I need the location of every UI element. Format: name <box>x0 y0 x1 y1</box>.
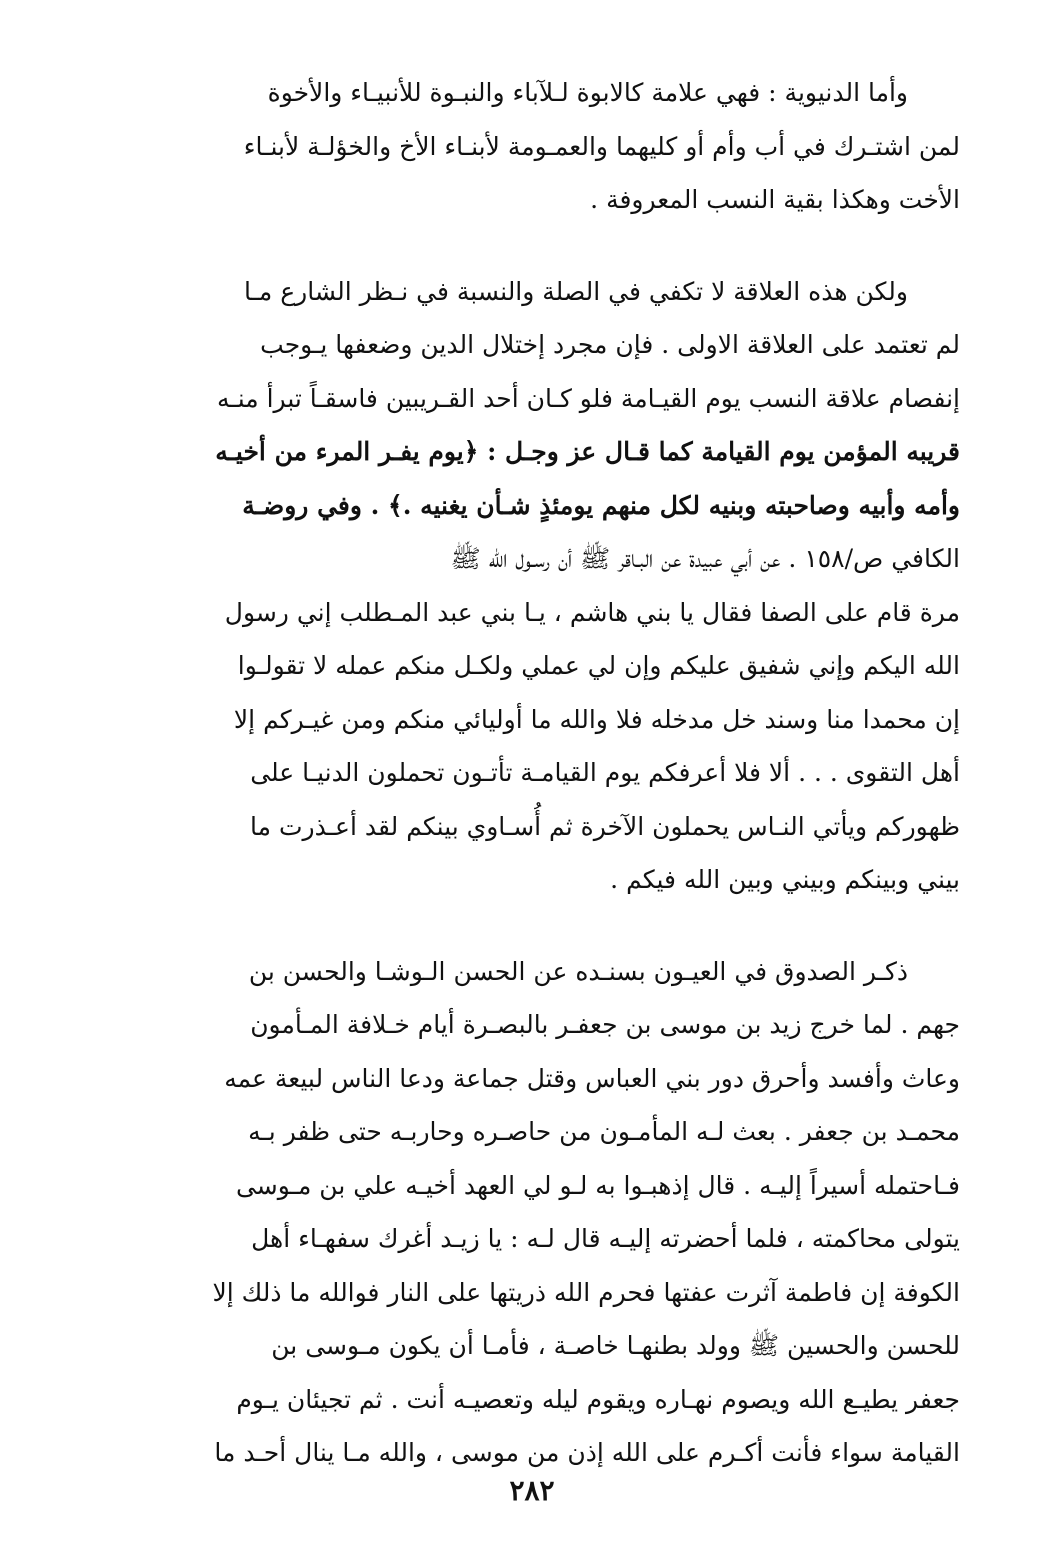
text-line: ذكـر الصدوق في العيـون بسنـده عن الحسن الـوشـا والحسن بن <box>248 956 908 986</box>
text-line: الكوفة إن فاطمة آثرت عفتها فحرم الله ذريتها على النار فوالله ما ذلك إلا <box>212 1277 960 1307</box>
paragraph-spacer <box>100 227 960 265</box>
text-line: بيني وبينكم وبيني وبين الله فيكم . <box>610 865 960 894</box>
paragraph-3 <box>100 945 960 1480</box>
text-line: للحسن والحسين ﷺ وولد بطنهـا خاصـة ، فأمـا أن يكون مـوسى بن <box>271 1331 960 1360</box>
text-line: الأخت وهكذا بقية النسب المعروفة . <box>590 185 960 214</box>
text-line: الله اليكم وإني شفيق عليكم وإن لي عملي ولكـل منكم عمله لا تقولـوا <box>237 651 960 680</box>
paragraph-spacer <box>100 907 960 945</box>
text-line: أهل التقوى . . . ألا فلا أعرفكم يوم القيامـة تأتـون تحملون الدنيـا على <box>250 758 960 787</box>
quran-verse-line: وأمه وأبيه وصاحبته وبنيه لكل منهم يومئذٍ شـأن يغنيه .﴾ . وفي روضـة <box>242 490 960 520</box>
text-line: لم تعتمد على العلاقة الاولى . فإن مجرد إختلال الدين وضعفها يـوجب <box>260 330 960 359</box>
text-line: فـاحتمله أسيراً إليـه . قال إذهبـوا به لـو لي العهد أخيـه علي بن مـوسى <box>235 1170 960 1200</box>
paragraph-1 <box>100 66 960 227</box>
text-line: وعاث وأفسد وأحرق دور بني العباس وقتل جماعة ودعا الناس لبيعة عمه <box>224 1063 960 1093</box>
text-line: وأما الدنيوية : فهي علامة كالابوة لـلآباء والنبـوة للأنبيـاء والأخوة <box>267 78 908 107</box>
text-line: إنفصام علاقة النسب يوم القيـامة فلو كـان أحد القـريبين فاسقـاً تبرأ منـه <box>216 383 960 413</box>
text-line: القيامة سواء فأنت أكـرم على الله إذن من موسى ، والله مـا ينال أحـد ما <box>214 1438 960 1467</box>
text-line: إن محمدا منا وسند خل مدخله فلا والله ما أوليائي منكم ومن غيـركم إلا <box>233 704 960 734</box>
text-line: مرة قام على الصفا فقال يا بني هاشم ، يـا بني عبد المـطلب إني رسول <box>224 597 960 627</box>
paragraph-2 <box>100 265 960 907</box>
text-line: محمـد بن جعفر . بعث لـه المأمـون من حاصـره وحاربـه حتى ظفر بـه <box>248 1117 960 1146</box>
page-number: ٢٨٢ <box>509 1474 555 1507</box>
text-line: جعفر يطيـع الله ويصوم نهـاره ويقوم ليله وتعصيـه أنت . ثم تجيئان يـوم <box>236 1384 960 1414</box>
text-line: جهم . لما خرج زيد بن موسى بن جعفـر بالبصـرة أيام خـلافة المـأمون <box>250 1010 960 1039</box>
text-line: يتولى محاكمته ، فلما أحضرته إليـه قال لـه : يا زيـد أغرك سفهـاء أهل <box>251 1224 960 1253</box>
quran-verse-line: قريبه المؤمن يوم القيامة كما قـال عز وجـل : ﴿يوم يفـر المرء من أخيـه <box>215 437 960 466</box>
text-line: ولكن هذه العلاقة لا تكفي في الصلة والنسبة في نـظر الشارع مـا <box>243 276 908 306</box>
body-text <box>100 66 960 1480</box>
text-line: ظهوركم ويأتي النـاس يحملون الآخرة ثم أُسـاوي بينكم لقد أعـذرت ما <box>250 811 960 841</box>
text-line: الكافي ص/١٥٨ . عن أبي عبيدة عن البـاقر ﷺ أن رسـول الله ﷺ <box>450 544 960 573</box>
text-line: لمن اشتـرك في أب وأم أو كليهما والعمـومة لأبنـاء الأخ والخؤلـة لأبنـاء <box>243 131 960 161</box>
